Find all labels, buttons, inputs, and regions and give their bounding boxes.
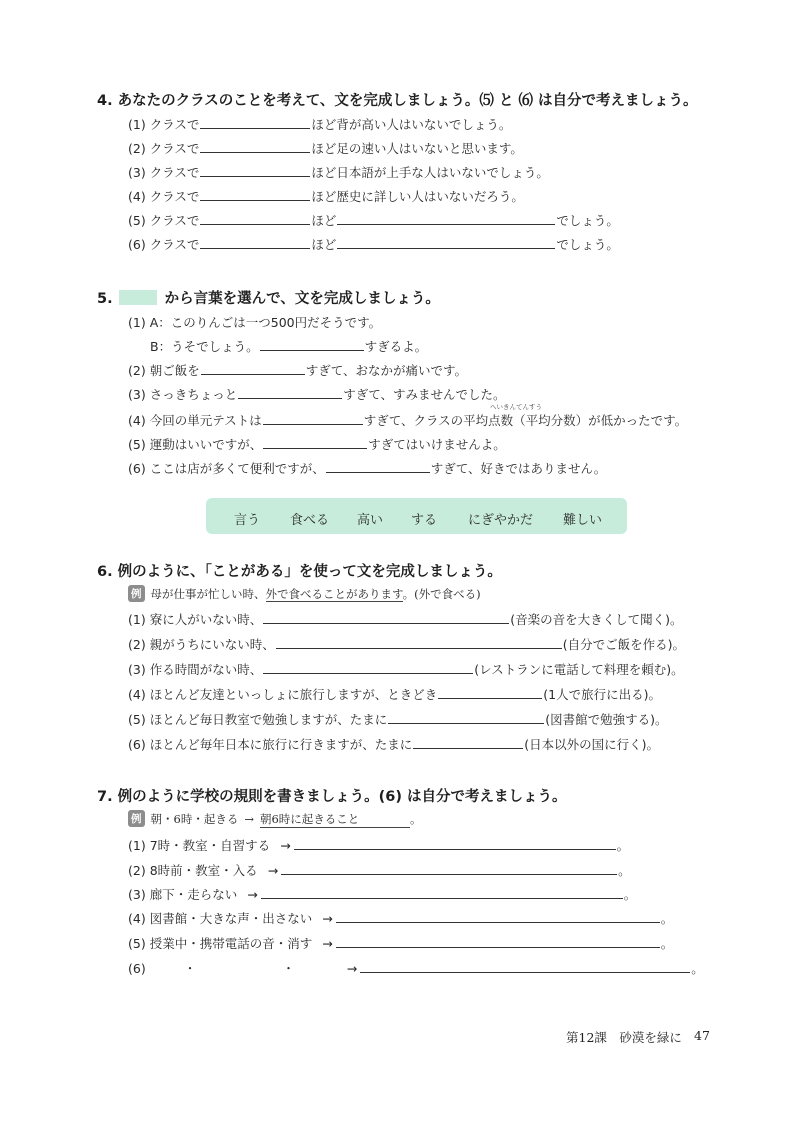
- answer-blank[interactable]: [263, 436, 367, 449]
- answer-blank[interactable]: [336, 910, 660, 923]
- lesson-title: 第12課 砂漠を緑に: [566, 1030, 682, 1045]
- q4-item-4: (4) クラスで ほど歴史に詳しい人はいないだろう。: [128, 189, 524, 204]
- arrow-icon: →: [244, 812, 254, 826]
- q4-item-6: (6) クラスで ほど でしょう。: [128, 237, 619, 252]
- q5-item-1b: B：うそでしょう。 すぎるよ。: [150, 339, 428, 354]
- q7-heading: 7. 例のように学校の規則を書きましょう。(6) は自分で考えましょう。: [97, 789, 567, 805]
- q5-heading: 5. から言葉を選んで、文を完成しましょう。: [97, 291, 440, 307]
- page-number: 47: [694, 1028, 710, 1043]
- q5-item-3: (3) さっきちょっと すぎて、すみませんでした。: [128, 387, 506, 402]
- q5-item-6: (6) ここは店が多くて便利ですが、 すぎて、好きではありません。: [128, 461, 607, 476]
- answer-blank[interactable]: [337, 212, 555, 225]
- arrow-icon: →: [247, 887, 258, 902]
- answer-blank[interactable]: [261, 886, 623, 899]
- example-answer: 外で食べることがあります: [265, 587, 403, 601]
- answer-blank[interactable]: [360, 960, 690, 973]
- answer-blank[interactable]: [263, 661, 473, 674]
- answer-blank[interactable]: [294, 837, 616, 850]
- answer-blank[interactable]: [200, 212, 310, 225]
- answer-blank[interactable]: [326, 460, 430, 473]
- q6-item-2: (2) 親がうちにいない時、 (自分でご飯を作る)。: [128, 637, 685, 652]
- q6-heading: 6. 例のように、「ことがある」を使って文を完成しましょう。: [97, 564, 502, 580]
- q7-item-4: (4) 図書館・大きな声・出さない → 。: [128, 911, 674, 926]
- q5-item-4: (4) 今回の単元テストは すぎて、クラスの平均点数（平均分数）が低かったです。: [128, 413, 688, 428]
- example-badge: 例: [128, 810, 145, 827]
- q5-item-2: (2) 朝ご飯を すぎて、おなかが痛いです。: [128, 363, 467, 378]
- q4-item-1: (1) クラスで ほど背が高い人はいないでしょう。: [128, 117, 512, 132]
- word-choice: 高い: [357, 513, 384, 528]
- arrow-icon: →: [280, 838, 291, 853]
- arrow-icon: →: [267, 863, 279, 878]
- q7-item-2: (2) 8時前・教室・入る → 。: [128, 863, 631, 878]
- answer-blank[interactable]: [200, 188, 310, 201]
- furigana: へいきんてんすう: [490, 403, 542, 411]
- q6-item-6: (6) ほとんど毎年日本に旅行に行きますが、たまに (日本以外の国に行く)。: [128, 737, 659, 752]
- q7-item-1: (1) 7時・教室・自習する → 。: [128, 838, 630, 853]
- answer-blank[interactable]: [281, 862, 617, 875]
- answer-blank[interactable]: [337, 236, 555, 249]
- example-answer: 朝6時に起きること: [260, 811, 410, 828]
- answer-blank[interactable]: [201, 362, 305, 375]
- q7-item-5: (5) 授業中・携帯電話の音・消す → 。: [128, 936, 674, 951]
- arrow-icon: →: [322, 936, 333, 951]
- answer-blank[interactable]: [388, 711, 544, 724]
- example-badge: 例: [128, 585, 145, 602]
- word-choice: にぎやかだ: [468, 513, 534, 528]
- arrow-icon: →: [322, 911, 333, 926]
- answer-blank[interactable]: [276, 636, 562, 649]
- arrow-icon: →: [346, 961, 358, 976]
- q5-item-5: (5) 運動はいいですが、 すぎてはいけませんよ。: [128, 437, 506, 452]
- q4-item-3: (3) クラスで ほど日本語が上手な人はいないでしょう。: [128, 165, 549, 180]
- q7-item-3: (3) 廊下・走らない → 。: [128, 887, 637, 902]
- q6-item-3: (3) 作る時間がない時、 (レストランに電話して料理を頼む)。: [128, 662, 684, 677]
- q6-item-5: (5) ほとんど毎日教室で勉強しますが、たまに (図書館で勉強する)。: [128, 712, 668, 727]
- answer-blank[interactable]: [413, 736, 523, 749]
- word-choice: する: [411, 513, 438, 528]
- answer-blank[interactable]: [260, 338, 364, 351]
- answer-blank[interactable]: [200, 140, 310, 153]
- q7-item-6: (6) ・ ・ → 。: [128, 961, 704, 976]
- q6-item-4: (4) ほとんど友達といっしょに旅行しますが、ときどき (1人で旅行に出る)。: [128, 687, 661, 702]
- word-choice: 難しい: [563, 513, 603, 528]
- word-box-marker: [119, 290, 157, 305]
- q7-example: 例 朝・6時・起きる → 朝6時に起きること 。: [128, 810, 421, 828]
- answer-blank[interactable]: [438, 686, 542, 699]
- q4-heading: 4. あなたのクラスのことを考えて、文を完成しましょう。⑸ と ⑹ は自分で考えましょう。: [97, 93, 698, 109]
- word-choice: 言う: [234, 513, 261, 528]
- q4-item-2: (2) クラスで ほど足の速い人はいないと思います。: [128, 141, 523, 156]
- q6-example: 例 母が仕事が忙しい時、外で食べることがあります。(外で食べる): [128, 585, 481, 602]
- answer-blank[interactable]: [263, 611, 509, 624]
- q4-item-5: (5) クラスで ほど でしょう。: [128, 213, 619, 228]
- answer-blank[interactable]: [200, 116, 310, 129]
- q5-item-1a: (1) A：このりんごは一つ500円だそうです。: [128, 315, 382, 330]
- answer-blank[interactable]: [336, 935, 660, 948]
- answer-blank[interactable]: [263, 412, 363, 425]
- answer-blank[interactable]: [200, 236, 310, 249]
- q6-item-1: (1) 寮に人がいない時、 (音楽の音を大きくして聞く)。: [128, 612, 683, 627]
- word-choice: 食べる: [290, 513, 330, 528]
- answer-blank[interactable]: [200, 164, 310, 177]
- answer-blank[interactable]: [238, 386, 342, 399]
